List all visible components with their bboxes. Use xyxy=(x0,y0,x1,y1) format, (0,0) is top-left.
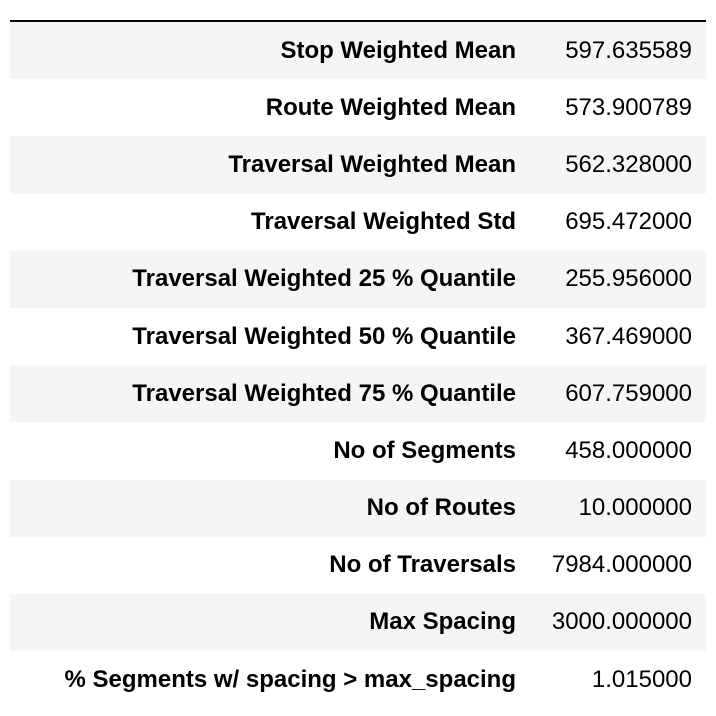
table-row xyxy=(10,308,706,365)
row-label: Route Weighted Mean xyxy=(265,93,516,121)
row-label: Traversal Weighted 75 % Quantile xyxy=(132,379,516,407)
table-row xyxy=(10,194,706,251)
row-label: Max Spacing xyxy=(369,608,516,636)
row-value: 695.472000 xyxy=(565,208,692,236)
row-value: 255.956000 xyxy=(565,265,692,293)
row-value: 7984.000000 xyxy=(551,551,692,579)
row-label: Stop Weighted Mean xyxy=(280,36,516,64)
table-row xyxy=(10,594,706,651)
row-value: 562.328000 xyxy=(565,150,692,178)
stats-table-container xyxy=(10,20,706,708)
table-row xyxy=(10,651,706,708)
table-row xyxy=(10,365,706,422)
row-value: 597.635589 xyxy=(565,36,692,64)
row-label: Traversal Weighted 50 % Quantile xyxy=(132,322,516,350)
table-row xyxy=(10,22,706,79)
row-label: No of Routes xyxy=(366,494,516,522)
row-value: 1.015000 xyxy=(591,665,692,693)
row-label: No of Segments xyxy=(333,436,516,464)
stats-table-body xyxy=(10,22,706,708)
stats-table xyxy=(10,22,706,708)
row-value: 573.900789 xyxy=(565,93,692,121)
table-row xyxy=(10,136,706,193)
row-value: 367.469000 xyxy=(565,322,692,350)
row-value: 10.000000 xyxy=(578,494,692,522)
row-value: 3000.000000 xyxy=(551,608,692,636)
row-label: No of Traversals xyxy=(329,551,516,579)
table-row xyxy=(10,537,706,594)
row-value: 607.759000 xyxy=(565,379,692,407)
table-row xyxy=(10,79,706,136)
table-row xyxy=(10,251,706,308)
table-row xyxy=(10,480,706,537)
row-label: % Segments w/ spacing > max_spacing xyxy=(64,665,516,693)
row-label: Traversal Weighted Mean xyxy=(228,150,516,178)
row-value: 458.000000 xyxy=(565,436,692,464)
row-label: Traversal Weighted 25 % Quantile xyxy=(132,265,516,293)
row-label: Traversal Weighted Std xyxy=(251,208,516,236)
table-row xyxy=(10,422,706,479)
